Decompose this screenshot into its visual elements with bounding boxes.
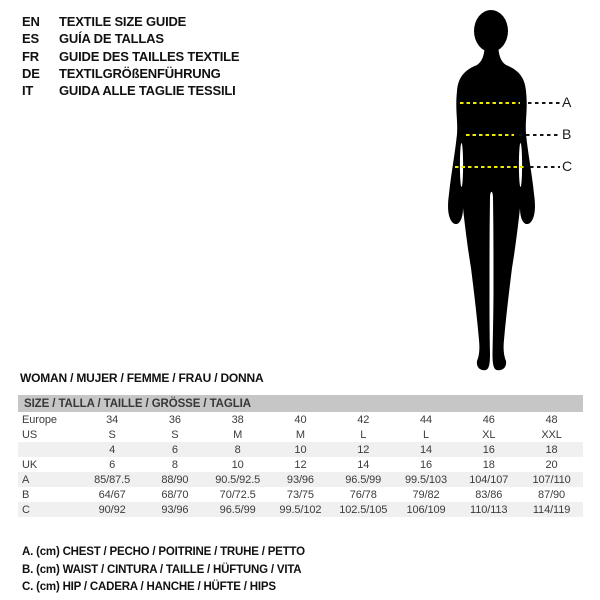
size-value: 42 xyxy=(357,413,370,426)
size-value: 46 xyxy=(482,413,495,426)
size-value: 70/72.5 xyxy=(219,488,256,501)
size-table xyxy=(18,395,583,517)
size-value: 6 xyxy=(144,442,207,457)
size-value: 14 xyxy=(395,442,458,457)
size-table-row xyxy=(18,502,583,517)
size-table-row xyxy=(18,487,583,502)
size-value: 6 xyxy=(109,458,116,471)
waist-leader-line xyxy=(519,134,560,136)
size-table-header-row xyxy=(18,395,583,412)
size-value: 10 xyxy=(231,458,244,471)
measure-label-a: A xyxy=(562,94,572,110)
chest-leader-line xyxy=(528,102,560,104)
measure-legend xyxy=(22,544,305,597)
size-value: 16 xyxy=(457,442,520,457)
size-table-row xyxy=(18,472,583,487)
title-text: GUIDA ALLE TAGLIE TESSILI xyxy=(59,83,236,99)
size-value: 90/92 xyxy=(81,502,144,517)
size-value: 107/110 xyxy=(520,472,583,487)
title-row-fr xyxy=(22,48,239,65)
size-row-label: C xyxy=(18,502,81,517)
size-value: 18 xyxy=(482,458,495,471)
title-text: GUIDE DES TAILLES TEXTILE xyxy=(59,48,240,64)
title-row-it xyxy=(22,82,239,99)
legend-waist: B. (cm) WAIST / CINTURA / TAILLE / HÜFTUNG / VITA xyxy=(22,563,302,576)
size-value: M xyxy=(295,428,305,441)
title-text: TEXTILE SIZE GUIDE xyxy=(59,14,187,29)
lang-code: DE xyxy=(22,65,40,81)
size-value: M xyxy=(233,428,243,441)
size-value: 20 xyxy=(545,458,558,471)
size-table-header: SIZE / TALLA / TAILLE / GRÖSSE / TAGLIA xyxy=(18,395,583,412)
size-value: 93/96 xyxy=(144,502,207,517)
title-row-es xyxy=(22,30,239,47)
hip-leader-line xyxy=(530,166,560,168)
size-table-row xyxy=(18,412,583,427)
size-value: 18 xyxy=(520,442,583,457)
size-value: 16 xyxy=(419,458,432,471)
size-value: XXL xyxy=(541,428,562,441)
size-value: 12 xyxy=(332,442,395,457)
size-value: 48 xyxy=(545,413,558,426)
lang-code: IT xyxy=(22,83,34,99)
gender-heading: WOMAN / MUJER / FEMME / FRAU / DONNA xyxy=(20,371,264,385)
size-value: 40 xyxy=(294,413,307,426)
size-value: 8 xyxy=(171,458,178,471)
woman-silhouette-icon xyxy=(432,2,552,374)
title-text: GUÍA DE TALLAS xyxy=(59,31,164,47)
waist-measure-line xyxy=(466,134,514,136)
size-value: 36 xyxy=(168,413,181,426)
size-value: 106/109 xyxy=(395,502,458,517)
size-value: 73/75 xyxy=(286,488,314,501)
size-value: S xyxy=(171,428,179,441)
size-value: 96.5/99 xyxy=(206,502,269,517)
size-value: 79/82 xyxy=(412,488,440,501)
size-value: XL xyxy=(482,428,496,441)
size-value: 83/86 xyxy=(475,488,503,501)
size-value: 10 xyxy=(269,442,332,457)
size-value: 87/90 xyxy=(538,488,566,501)
size-row-label xyxy=(18,442,81,457)
size-value: 114/119 xyxy=(520,502,583,517)
title-block xyxy=(22,13,239,99)
size-value: 4 xyxy=(81,442,144,457)
legend-chest: A. (cm) CHEST / PECHO / POITRINE / TRUHE / PETTO xyxy=(22,546,305,558)
size-row-label: UK xyxy=(22,458,38,471)
size-value: 99.5/103 xyxy=(395,472,458,487)
lang-code: FR xyxy=(22,48,39,64)
lang-code: EN xyxy=(22,14,40,29)
size-value: 12 xyxy=(294,458,307,471)
size-table-row xyxy=(18,457,583,472)
size-value: 8 xyxy=(206,442,269,457)
size-value: 14 xyxy=(357,458,370,471)
size-row-label: A xyxy=(18,472,81,487)
hip-measure-line xyxy=(455,166,524,168)
lang-code: ES xyxy=(22,31,39,47)
size-row-label: US xyxy=(22,428,38,441)
size-value: 34 xyxy=(106,413,119,426)
size-value: L xyxy=(360,428,367,441)
title-row-de xyxy=(22,65,239,82)
size-value: S xyxy=(108,428,116,441)
size-value: 99.5/102 xyxy=(269,502,332,517)
size-value: 44 xyxy=(419,413,432,426)
size-table-row xyxy=(18,442,583,457)
size-row-label: B xyxy=(22,488,30,501)
title-text: TEXTILGRÖßENFÜHRUNG xyxy=(59,65,221,81)
size-value: L xyxy=(422,428,429,441)
size-value: 76/78 xyxy=(349,488,377,501)
size-row-label: Europe xyxy=(22,413,57,426)
size-value: 85/87.5 xyxy=(81,472,144,487)
measure-label-b: B xyxy=(562,126,572,142)
size-table-row xyxy=(18,427,583,442)
legend-hip: C. (cm) HIP / CADERA / HANCHE / HÜFTE / HIPS xyxy=(22,581,276,593)
size-value: 104/107 xyxy=(457,472,520,487)
size-value: 102.5/105 xyxy=(332,502,395,517)
size-value: 110/113 xyxy=(457,502,520,517)
title-row-en xyxy=(22,13,239,30)
size-value: 88/90 xyxy=(144,472,207,487)
size-value: 64/67 xyxy=(98,488,126,501)
measure-label-c: C xyxy=(562,158,573,174)
size-value: 68/70 xyxy=(161,488,189,501)
size-value: 38 xyxy=(231,413,244,426)
size-value: 90.5/92.5 xyxy=(206,472,269,487)
chest-measure-line xyxy=(460,102,520,104)
size-value: 96.5/99 xyxy=(332,472,395,487)
size-value: 93/96 xyxy=(269,472,332,487)
